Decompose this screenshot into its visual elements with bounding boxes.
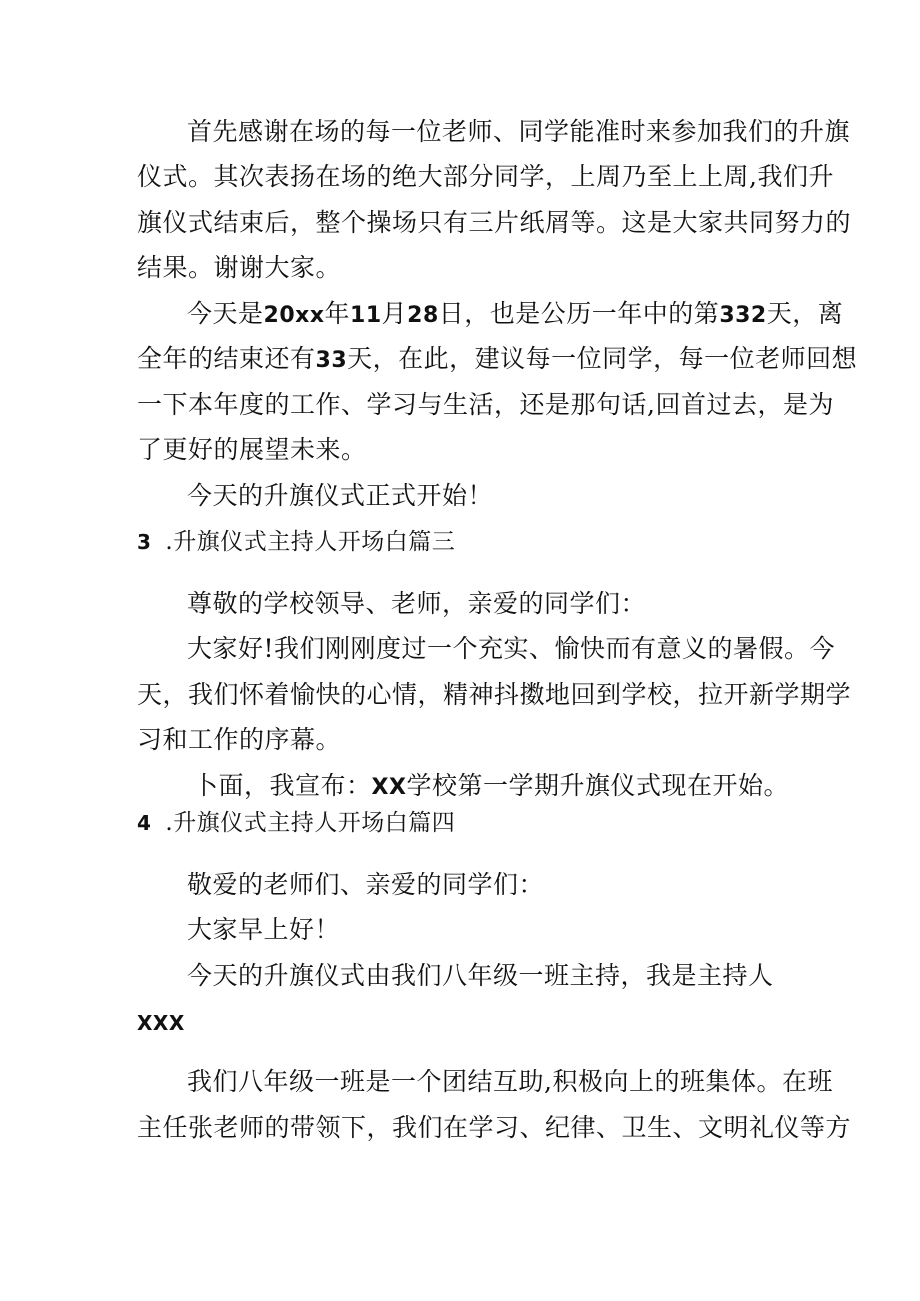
text-run: 学校第一学期升旗仪式现在开始。 xyxy=(406,771,789,800)
paragraph-2-line-4: 了更好的展望未来。 xyxy=(137,435,367,464)
paragraph-7: 敬爱的老师们、亲爱的同学们： xyxy=(187,870,545,899)
school-name-placeholder: XX xyxy=(371,775,407,800)
text-run: 天，在此，建议每一位同学，每一位老师回想 xyxy=(347,344,858,373)
paragraph-8: 大家早上好！ xyxy=(187,915,341,944)
text-run: 日，也是公历一年中的第 xyxy=(438,299,720,328)
text-run: 卜面，我宣布： xyxy=(193,771,372,800)
paragraph-1-line-1: 首先感谢在场的每一位老师、同学能准时来参加我们的升旗 xyxy=(187,117,851,146)
month-value: 11 xyxy=(350,303,382,328)
paragraph-5-line-2: 天，我们怀着愉快的心情，精神抖擞地回到学校，拉开新学期学 xyxy=(137,680,852,709)
paragraph-6 xyxy=(193,769,789,805)
section-number: 3 xyxy=(137,530,152,554)
year-value: 20xx xyxy=(263,303,325,328)
paragraph-2-line-3: 一下本年度的工作、学习与生活，还是那句话,回首过去，是为 xyxy=(137,390,834,419)
paragraph-3: 今天的升旗仪式正式开始！ xyxy=(187,481,494,510)
text-run: 今天是 xyxy=(187,299,264,328)
paragraph-1-line-4: 结果。谢谢大家。 xyxy=(137,253,342,282)
paragraph-1-line-2: 仪式。其次表扬在场的绝大部分同学，上周乃至上上周,我们升 xyxy=(137,162,834,191)
section-title: .升旗仪式主持人开场白篇四 xyxy=(165,810,456,836)
paragraph-11-line-2: 主任张老师的带领下，我们在学习、纪律、卫生、文明礼仪等方 xyxy=(137,1113,852,1142)
paragraph-5-line-1: 大家好!我们刚刚度过一个充实、愉快而有意义的暑假。今 xyxy=(187,634,836,663)
text-run: 全年的结束还有 xyxy=(137,344,316,373)
days-remaining-value: 33 xyxy=(315,348,348,373)
section-number: 4 xyxy=(137,811,152,835)
paragraph-4: 尊敬的学校领导、老师，亲爱的同学们： xyxy=(187,589,647,618)
paragraph-2-line-1 xyxy=(187,297,843,333)
section-4-heading xyxy=(137,806,455,840)
host-name-placeholder: XXX xyxy=(137,1011,185,1035)
text-run: 天，离 xyxy=(766,299,844,328)
section-3-heading xyxy=(137,525,455,559)
text-run: 月 xyxy=(381,299,408,328)
paragraph-5-line-3: 习和工作的序幕。 xyxy=(137,725,342,754)
paragraph-2-line-2 xyxy=(137,342,857,378)
day-value: 28 xyxy=(407,303,439,328)
paragraph-1-line-3: 旗仪式结束后，整个操场只有三片纸屑等。这是大家共同努力的 xyxy=(137,208,852,237)
text-run: 年 xyxy=(324,299,351,328)
section-title: .升旗仪式主持人开场白篇三 xyxy=(165,529,456,555)
paragraph-9: 今天的升旗仪式由我们八年级一班主持，我是主持人 xyxy=(187,961,774,990)
day-of-year-value: 332 xyxy=(719,303,767,328)
paragraph-11-line-1: 我们八年级一班是一个团结互助,积极向上的班集体。在班 xyxy=(187,1067,833,1096)
